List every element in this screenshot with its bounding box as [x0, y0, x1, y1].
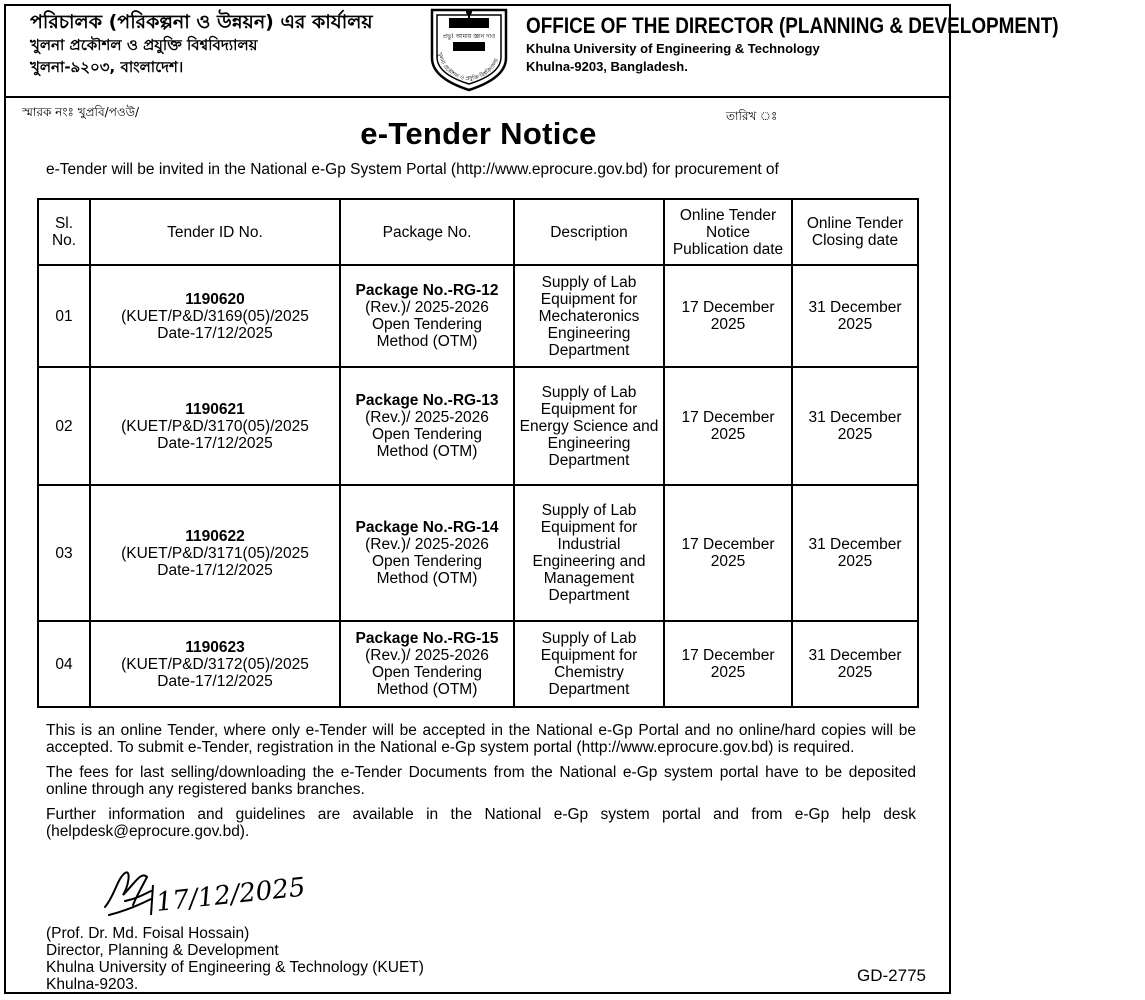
kuet-logo-icon	[424, 6, 514, 92]
package-method: Open Tendering Method (OTM)	[371, 664, 483, 698]
intro-text: e-Tender will be invited in the National e-Gp System Portal (http://www.eprocure.gov.bd) for procurement of	[46, 161, 779, 178]
description-cell: Supply of Lab Equipment for Mechateronics Engineering Department	[514, 265, 664, 367]
signer-name: (Prof. Dr. Md. Foisal Hossain)	[46, 925, 250, 942]
signature	[95, 855, 325, 925]
notes-section	[46, 722, 916, 848]
bangla-letterhead	[30, 10, 373, 78]
closing-date-cell: 31 December 2025	[792, 621, 918, 707]
col-publication-date: Online Tender Notice Publication date	[664, 199, 792, 265]
package-rev: (Rev.)/ 2025-2026	[365, 536, 489, 553]
publication-date-cell: 17 December 2025	[664, 367, 792, 485]
tender-id: 1190620	[185, 290, 245, 308]
signer-city: Khulna-9203.	[46, 976, 139, 993]
note-online-tender: This is an online Tender, where only e-Tender will be accepted in the National e-Gp Portal and no online/hard copies will be accepted. To submit e-Tender, registration in the National e-Gp system portal (http://www.eprocure.gov.bd) is required.	[46, 722, 916, 756]
package-cell	[340, 485, 514, 621]
publication-date-cell: 17 December 2025	[664, 265, 792, 367]
signer-block	[46, 925, 424, 993]
en-office-name: OFFICE OF THE DIRECTOR (PLANNING & DEVELOPMENT)	[526, 13, 1059, 38]
tender-id-cell	[90, 485, 340, 621]
tender-ref: (KUET/P&D/3172(05)/2025	[121, 655, 309, 673]
signer-org: Khulna University of Engineering & Technology (KUET)	[46, 959, 424, 976]
tender-id: 1190622	[185, 527, 245, 545]
package-rev: (Rev.)/ 2025-2026	[365, 299, 489, 316]
package-no: Package No.-RG-13	[355, 392, 499, 409]
tender-table	[37, 198, 919, 708]
bn-university-name: খুলনা প্রকৌশল ও প্রযুক্তি বিশ্ববিদ্যালয়	[30, 36, 258, 54]
note-helpdesk: Further information and guidelines are available in the National e-Gp system portal and from e-Gp help desk (helpdesk@eprocure.gov.bd).	[46, 806, 916, 840]
en-address: Khulna-9203, Bangladesh.	[526, 59, 688, 74]
description-cell: Supply of Lab Equipment for Industrial Engineering and Management Department	[514, 485, 664, 621]
tender-id: 1190623	[185, 638, 245, 656]
table-row	[38, 367, 918, 485]
package-cell	[340, 265, 514, 367]
sl-cell: 04	[38, 621, 90, 707]
package-rev: (Rev.)/ 2025-2026	[365, 647, 489, 664]
tender-id: 1190621	[185, 400, 245, 418]
gd-number: GD-2775	[857, 966, 926, 985]
sl-cell: 02	[38, 367, 90, 485]
tender-id-cell	[90, 621, 340, 707]
memo-number-label: স্মারক নংঃ খুপ্রবি/পওউ/	[22, 105, 140, 119]
tender-ref-date: Date-17/12/2025	[157, 434, 273, 452]
table-row	[38, 485, 918, 621]
page-title: e-Tender Notice	[360, 116, 597, 151]
col-package: Package No.	[340, 199, 514, 265]
table-row	[38, 621, 918, 707]
note-fees: The fees for last selling/downloading the e-Tender Documents from the National e-Gp system portal have to be deposited online through any registered banks branches.	[46, 764, 916, 798]
package-rev: (Rev.)/ 2025-2026	[365, 409, 489, 426]
package-method: Open Tendering Method (OTM)	[371, 553, 483, 587]
tender-ref: (KUET/P&D/3170(05)/2025	[121, 417, 309, 435]
description-cell: Supply of Lab Equipment for Energy Science and Engineering Department	[514, 367, 664, 485]
date-label: তারিখ ঃ	[726, 109, 778, 123]
package-method: Open Tendering Method (OTM)	[371, 426, 483, 460]
tender-ref: (KUET/P&D/3171(05)/2025	[121, 544, 309, 562]
sl-cell: 01	[38, 265, 90, 367]
tender-ref: (KUET/P&D/3169(05)/2025	[121, 307, 309, 325]
tender-ref-date: Date-17/12/2025	[157, 561, 273, 579]
table-header-row	[38, 199, 918, 265]
en-university-name: Khulna University of Engineering & Technology	[526, 41, 820, 56]
package-no: Package No.-RG-12	[355, 282, 499, 299]
publication-date-cell: 17 December 2025	[664, 485, 792, 621]
signer-title: Director, Planning & Development	[46, 942, 279, 959]
col-closing-date: Online Tender Closing date	[792, 199, 918, 265]
table-row	[38, 265, 918, 367]
bn-office-name: পরিচালক (পরিকল্পনা ও উন্নয়ন) এর কার্যালয়	[30, 11, 373, 33]
tender-ref-date: Date-17/12/2025	[157, 324, 273, 342]
publication-date-cell: 17 December 2025	[664, 621, 792, 707]
package-cell	[340, 621, 514, 707]
english-letterhead	[526, 12, 1145, 76]
package-no: Package No.-RG-15	[355, 630, 499, 647]
sl-cell: 03	[38, 485, 90, 621]
tender-id-cell	[90, 367, 340, 485]
bn-address: খুলনা-৯২০৩, বাংলাদেশ।	[30, 58, 184, 76]
col-description: Description	[514, 199, 664, 265]
package-cell	[340, 367, 514, 485]
closing-date-cell: 31 December 2025	[792, 265, 918, 367]
tender-ref-date: Date-17/12/2025	[157, 672, 273, 690]
col-sl: Sl. No.	[38, 199, 90, 265]
logo-ring-text: খুলনা প্রকৌশল ও প্রযুক্তি বিশ্ববিদ্যালয়	[436, 52, 501, 83]
closing-date-cell: 31 December 2025	[792, 485, 918, 621]
tender-id-cell	[90, 265, 340, 367]
package-no: Package No.-RG-14	[355, 519, 499, 536]
col-tender-id: Tender ID No.	[90, 199, 340, 265]
header-divider	[6, 96, 951, 98]
logo-motto: প্রভু! আমায় জ্ঞান দাও	[442, 33, 496, 40]
signature-date: 17/12/2025	[154, 872, 307, 918]
package-method: Open Tendering Method (OTM)	[371, 316, 483, 350]
closing-date-cell: 31 December 2025	[792, 367, 918, 485]
description-cell: Supply of Lab Equipment for Chemistry Department	[514, 621, 664, 707]
